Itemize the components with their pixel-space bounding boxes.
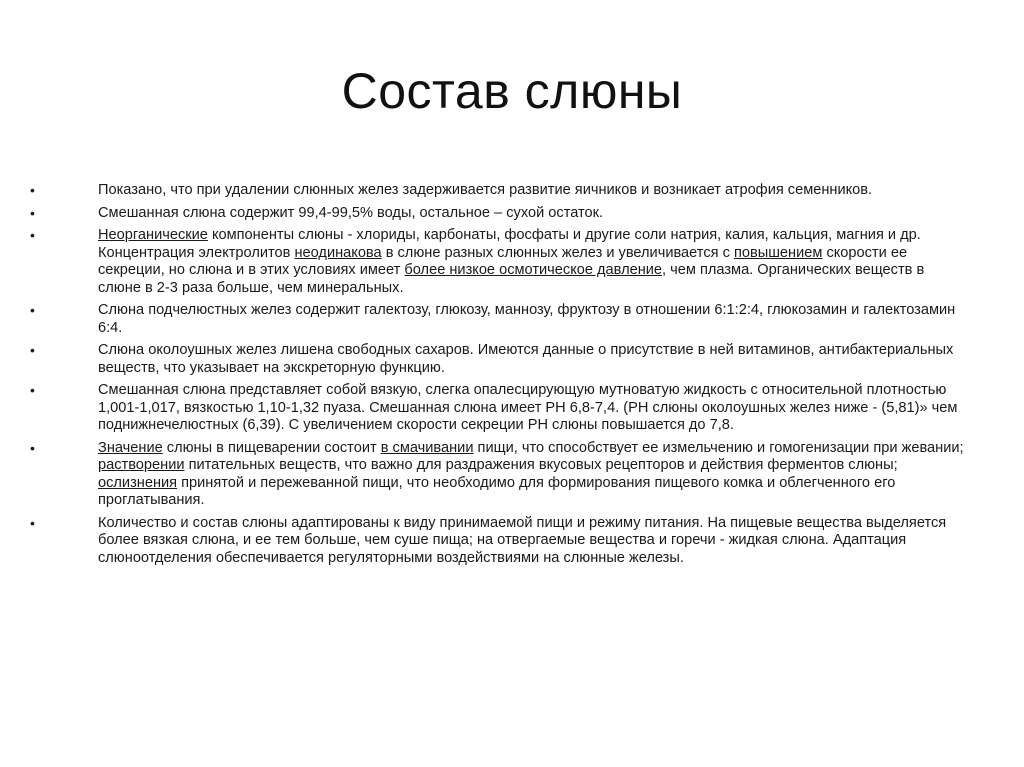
bullet-item	[30, 382, 968, 435]
bullet-text: скорости ее секреции, но слюна и в этих условиях имеет	[98, 244, 908, 278]
bullet-dot-icon: •	[30, 204, 35, 221]
bullet-dot-icon: •	[30, 439, 35, 456]
bullet-list	[30, 182, 968, 572]
bullet-text: пищи, что способствует ее измельчению и гомогенизации при жевании;	[473, 439, 964, 456]
underlined-term: неодинакова	[294, 244, 382, 261]
bullet-dot-icon: •	[30, 302, 35, 318]
bullet-text: в слюне разных слюнных желез и увеличивается с	[381, 244, 734, 261]
bullet-text: чем плазма. Органических веществ в слюне в 2-3 раза больше, чем минеральных.	[98, 262, 925, 296]
bullet-text: слюны в пищеварении состоит	[162, 439, 381, 456]
bullet-dot-icon: •	[30, 227, 35, 243]
underlined-term: ослизнения	[98, 474, 178, 491]
bullet-dot-icon: •	[30, 382, 35, 398]
bullet-dot-icon: •	[30, 182, 35, 198]
bullet-text: Слюна подчелюстных желез содержит галектозу, глюкозу, маннозу, фруктозу в отношении 6:1:2:4, глюкозамин и галектозамин 6:4.	[98, 302, 956, 336]
bullet-item	[30, 514, 968, 568]
bullet-item	[30, 342, 968, 377]
underlined-term: в смачивании	[380, 439, 474, 456]
bullet-item	[30, 182, 968, 200]
bullet-item	[30, 302, 968, 337]
bullet-item	[30, 204, 968, 223]
bullet-dot-icon: •	[30, 342, 35, 358]
bullet-item	[30, 439, 968, 510]
bullet-text: Смешанная слюна содержит 99,4-99,5% воды, остальное – сухой остаток.	[98, 204, 604, 221]
bullet-text: Количество и состав слюны адаптированы к виду принимаемой пищи и режиму питания. На пищевые вещества выделяется более вязкая слюна, и ее тем больше, чем суше пища; на отвергаемые вещества и горечи - жидкая слюна. Адаптация слюноотделения обеспечивается регуляторными воздействиями на слюнные железы.	[98, 514, 947, 566]
bullet-dot-icon: •	[30, 514, 35, 531]
underlined-term: более низкое осмотическое давление,	[404, 262, 667, 278]
bullet-text: Показано, что при удалении слюнных желез задерживается развитие яичников и возникает атрофия семенников.	[98, 182, 873, 198]
underlined-term: повышением	[733, 244, 823, 261]
bullet-text: Смешанная слюна представляет собой вязкую, слегка опалесцирующую мутноватую жидкость с относительной плотностью 1,001-1,017, вязкостью 1,10-1,32 пуаза. Смешанная слюна имеет РН 6,8-7,4. (РН слюны околоушных желез ниже - (5,81)» чем поднижнечелюстных (6,39). С увеличением скорости секреции РН слюны повышается до 7,8.	[98, 382, 958, 433]
bullet-text: принятой и пережеванной пищи, что необходимо для формирования пищевого комка и облегченного его проглатывания.	[98, 474, 896, 508]
underlined-term: Неорганические	[98, 227, 208, 243]
bullet-item	[30, 227, 968, 297]
slide-title: Состав слюны	[341, 63, 683, 119]
underlined-term: Значение	[98, 439, 163, 456]
underlined-term: растворении	[98, 457, 185, 473]
bullet-text: питательных веществ, что важно для раздражения вкусовых рецепторов и действия ферментов слюны;	[184, 457, 898, 473]
bullet-text: компоненты слюны - хлориды, карбонаты, фосфаты и другие соли натрия, калия, кальция, магния и др. Концентрация электролитов	[98, 227, 921, 261]
bullet-text: Слюна околоушных желез лишена свободных сахаров. Имеются данные о присутствие в ней витаминов, антибактериальных веществ, что указывает на экскреторную функцию.	[98, 342, 954, 376]
